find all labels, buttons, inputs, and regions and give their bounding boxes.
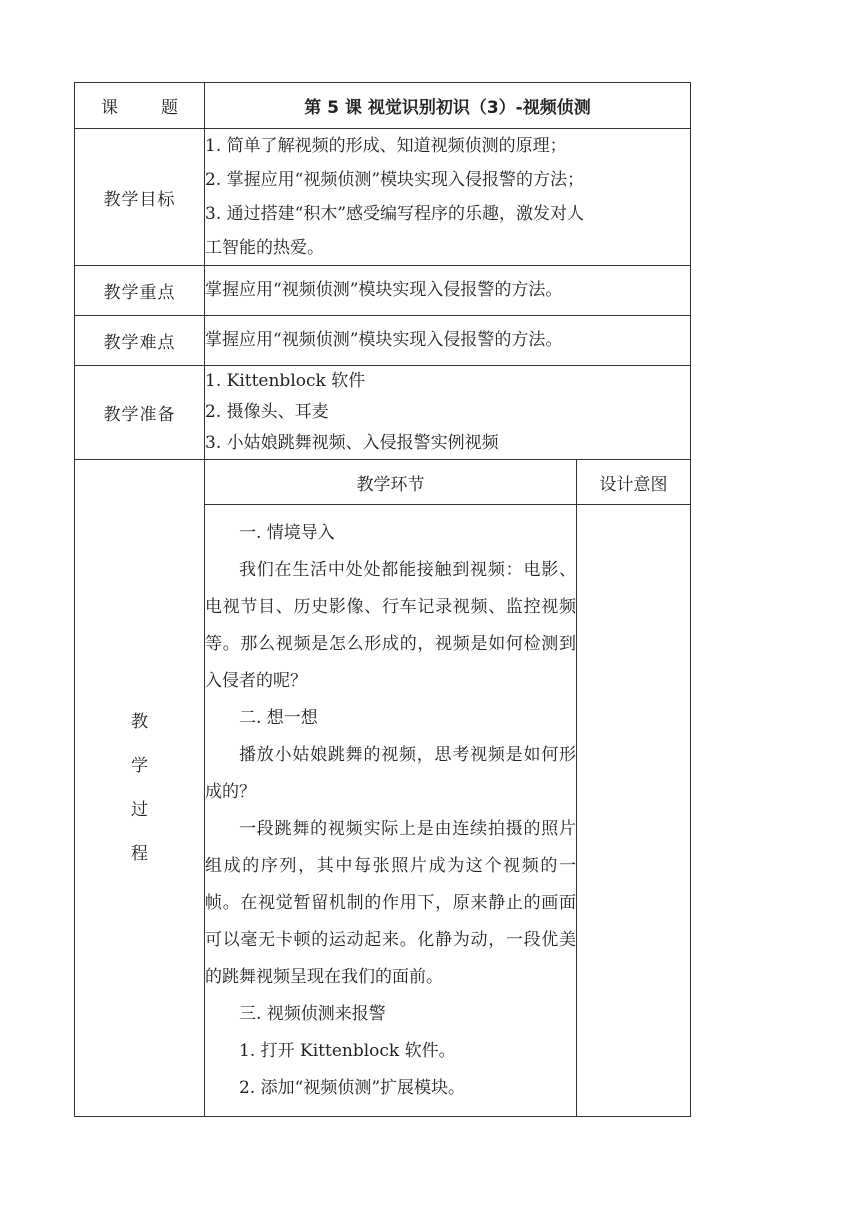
process-label [75,460,205,1117]
step-item: 1. 打开 Kittenblock 软件。 [239,1040,456,1061]
steps-content [205,505,577,1117]
paragraph: 我们在生活中处处都能接触到视频：电影、电视节目、历史影像、行车记录视频、监控视频等。那么视频是怎么形成的，视频是如何检测到入侵者的呢？ [205,559,576,691]
difficulty-label: 教学难点 [75,316,205,366]
title-row [75,83,691,129]
section-heading: 二. 想一想 [239,707,318,728]
goal-line: 3. 通过搭建“积木”感受编写程序的乐趣，激发对人 [205,204,585,224]
paragraph: 播放小姑娘跳舞的视频，思考视频是如何形成的？ [205,744,576,802]
title-label [75,83,205,129]
title-label-char: 课 [101,98,118,118]
section-heading: 一. 情境导入 [239,522,335,543]
difficulty-row [75,316,691,366]
prep-line: 3. 小姑娘跳舞视频、入侵报警实例视频 [205,433,499,453]
goal-line: 工智能的热爱。 [205,238,324,258]
paragraph: 一段跳舞的视频实际上是由连续拍摄的照片组成的序列，其中每张照片成为这个视频的一帧。在视觉暂留机制的作用下，原来静止的画面可以毫无卡顿的运动起来。化静为动，一段优美的跳舞视频呈现在我们的面前。 [205,818,576,987]
goal-line: 1. 简单了解视频的形成、知道视频侦测的原理； [205,136,567,156]
process-header-row [75,460,691,505]
difficulty-content: 掌握应用“视频侦测”模块实现入侵报警的方法。 [205,316,691,366]
goals-row [75,129,691,266]
step-item: 2. 添加“视频侦测”扩展模块。 [239,1077,466,1098]
goals-content [205,129,691,266]
steps-column-header: 教学环节 [205,460,577,505]
preparation-row [75,366,691,460]
preparation-label: 教学准备 [75,366,205,460]
intent-column-header: 设计意图 [577,460,691,505]
intent-content [577,505,691,1117]
title-label-char: 题 [161,98,178,118]
key-points-row [75,266,691,316]
lesson-title: 第 5 课 视觉识别初识（3）-视频侦测 [205,83,691,129]
process-label-char: 过 [131,800,148,820]
prep-line: 1. Kittenblock 软件 [205,371,366,391]
prep-line: 2. 摄像头、耳麦 [205,402,329,422]
goal-line: 2. 掌握应用“视频侦测”模块实现入侵报警的方法； [205,170,585,190]
preparation-content [205,366,691,460]
process-label-char: 程 [131,844,148,864]
key-points-label: 教学重点 [75,266,205,316]
lesson-plan-table [74,82,691,1117]
process-label-char: 学 [131,756,148,776]
section-heading: 三. 视频侦测来报警 [239,1003,386,1024]
goals-label: 教学目标 [75,129,205,266]
process-label-char: 教 [131,712,148,732]
key-points-content: 掌握应用“视频侦测”模块实现入侵报警的方法。 [205,266,691,316]
